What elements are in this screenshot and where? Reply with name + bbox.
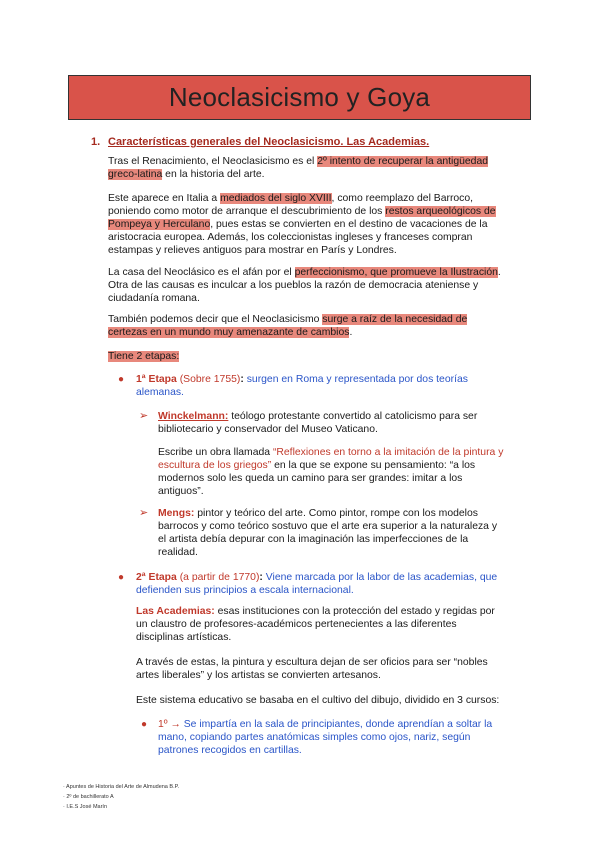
- paragraph-casa: La casa del Neoclásico es el afán por el perfeccionismo, que promueve la Ilustración. Otra de las causas es inculcar a los pueblos la razón de democracia ateniense y ciudadanía romana.: [108, 267, 501, 305]
- paragraph-italia: Este aparece en Italia a mediados del siglo XVIII, como reemplazo del Barroco, poniendo como motor de arranque el descubrimiento de los restos arqueológicos de Pompeya y Herculano, pues estas se convierten en el destino de vacaciones de la aristocracia europea. Además, los coleccionistas ingleses y franceses compran estampas y relieves antiguos para mostrar en París y Londres.: [108, 193, 496, 257]
- curso-1: 1º → Se impartía en la sala de principiantes, donde aprendían a soltar la mano, copiando partes anatómicas simples como ojos, nariz, según patrones recogidos en cartillas.: [158, 719, 493, 757]
- winckelmann-item: Winckelmann: teólogo protestante convertido al catolicismo para ser bibliotecario y conservador del Museo Vaticano.: [158, 411, 478, 436]
- section-heading: 1. Características generales del Neoclasicismo. Las Academias.: [91, 136, 430, 148]
- paragraph-etapas: Tiene 2 etapas:: [108, 351, 180, 362]
- arrow-icon: ➢: [139, 410, 149, 422]
- academias-paragraph-3: Este sistema educativo se basaba en el cultivo del dibujo, dividido en 3 cursos:: [136, 695, 500, 706]
- footer-line: · Apuntes de Historia del Arte de Almudena B.P.: [63, 784, 180, 790]
- etapa-2: 2ª Etapa (a partir de 1770): Viene marcada por la labor de las academias, que defienden sus principios a escala internacional.: [136, 572, 498, 597]
- paragraph-certezas: También podemos decir que el Neoclasicismo surge a raíz de la necesidad de certezas en un mundo muy amenazante de cambios.: [108, 314, 468, 339]
- footer-line: · I.E.S José Marín: [63, 804, 108, 810]
- footer-line: · 2º de bachillerato A: [63, 794, 114, 800]
- paragraph-intro: Tras el Renacimiento, el Neoclasicismo es el 2º intento de recuperar la antigüedad greco-latina en la historia del arte.: [108, 156, 488, 181]
- bullet-icon: ●: [141, 719, 148, 730]
- title-box: [68, 75, 531, 120]
- academias-paragraph-2: A través de estas, la pintura y escultura dejan de ser oficios para ser “nobles artes liberales” y los artistas se convierten artesanos.: [136, 657, 488, 682]
- mengs-item: Mengs: pintor y teórico del arte. Como pintor, rompe con los modelos barrocos y como teórico sostuvo que el arte era superior a la naturaleza y el artista debía depurar con la imaginación las imperfecciones de la realidad.: [158, 508, 498, 559]
- winckelmann-quote: Escribe un obra llamada “Reflexiones en torno a la imitación de la pintura y escultura de los griegos” en la que se expone su pensamiento: “a los modernos solo les queda un camino para ser grandes: imitar a los antiguos”.: [158, 447, 504, 498]
- page-title: Neoclasicismo y Goya: [168, 82, 431, 112]
- bullet-icon: ●: [118, 374, 125, 385]
- bullet-icon: ●: [118, 572, 125, 583]
- etapa-1: 1ª Etapa (Sobre 1755): surgen en Roma y representada por dos teorías alemanas.: [136, 374, 468, 399]
- arrow-icon: ➢: [139, 507, 149, 519]
- academias-item: Las Academias: esas instituciones con la protección del estado y regidas por un claustro de profesores-académicos pertenecientes a las diferentes disciplinas artísticas.: [136, 606, 495, 644]
